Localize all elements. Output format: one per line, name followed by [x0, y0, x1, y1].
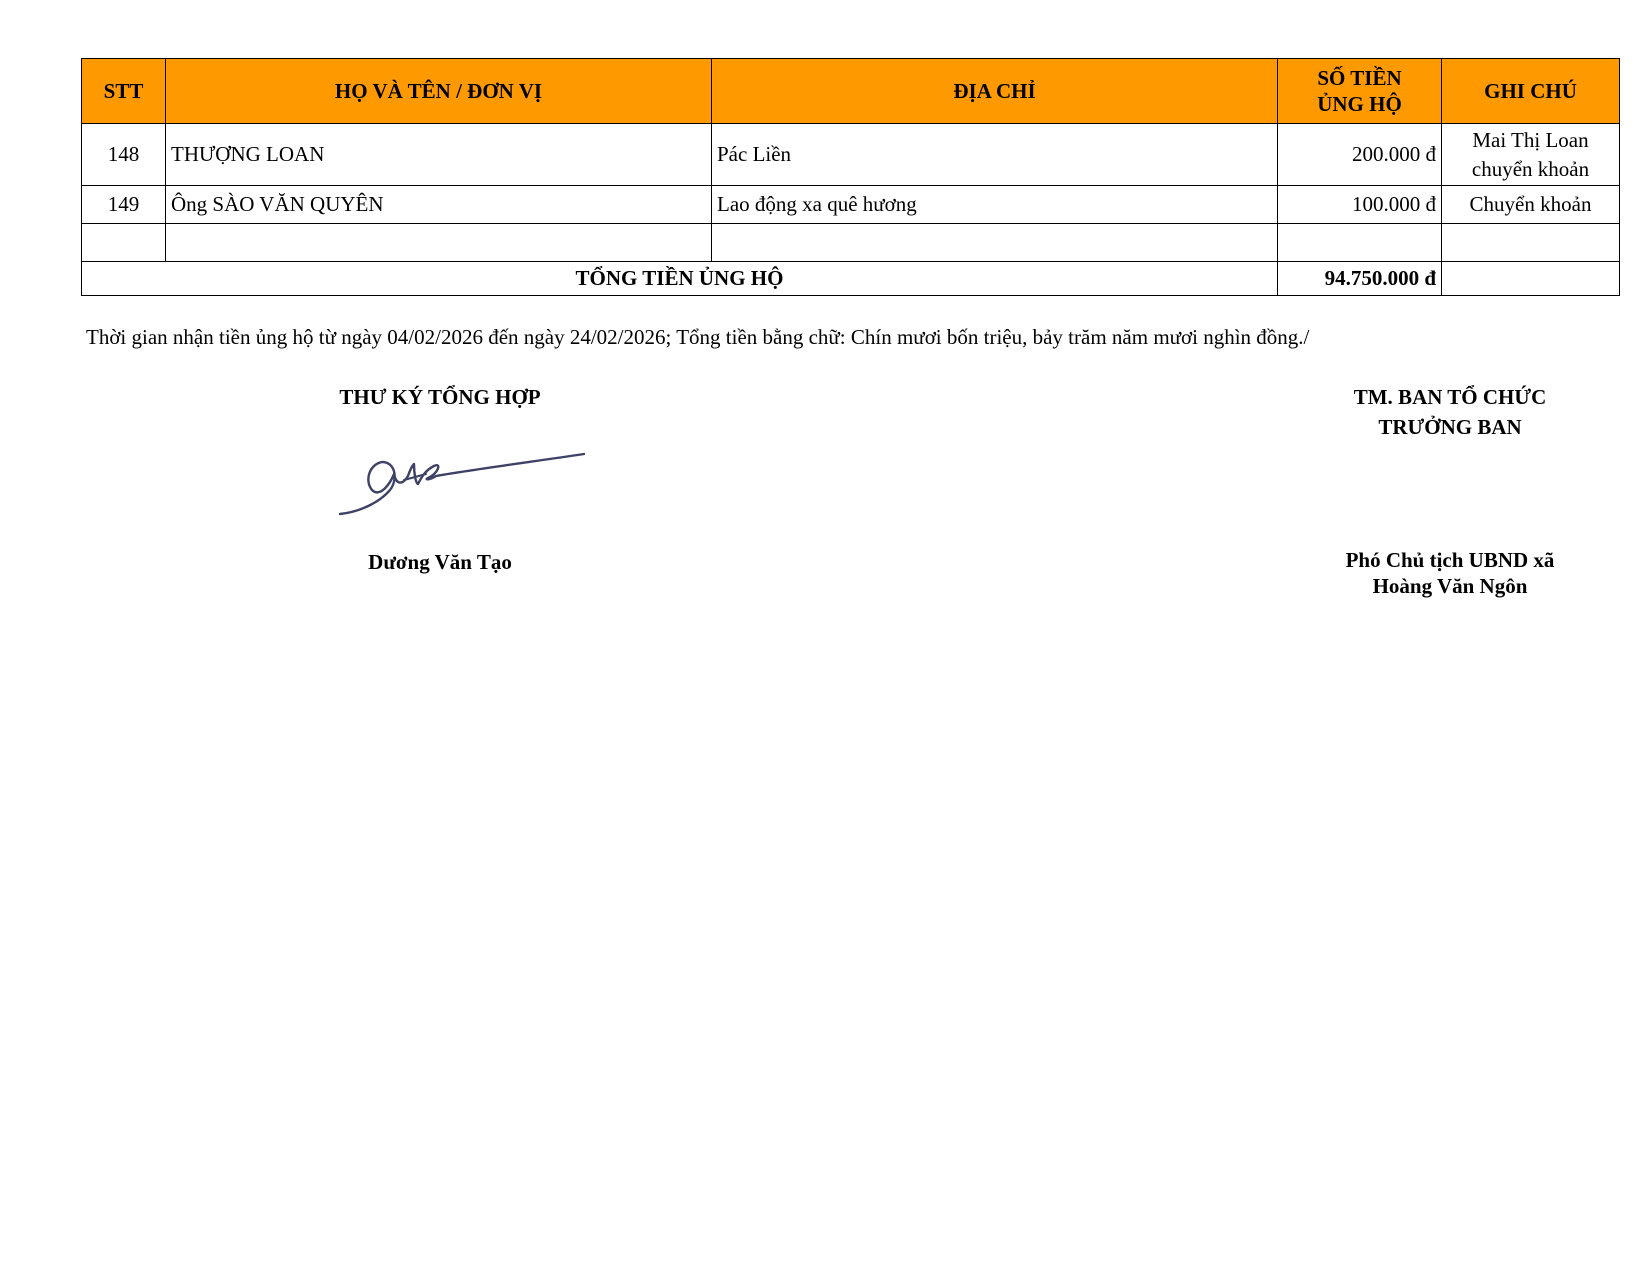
cell-stt: 149 [82, 186, 166, 224]
cell-amount: 200.000 đ [1278, 124, 1442, 186]
cell-address: Pác Liền [712, 124, 1278, 186]
total-note [1442, 262, 1620, 296]
cell-amount: 100.000 đ [1278, 186, 1442, 224]
cell-stt: 148 [82, 124, 166, 186]
table-row [82, 186, 1620, 224]
organizer-name: Hoàng Văn Ngôn [1372, 574, 1528, 598]
handwritten-signature [330, 440, 590, 520]
cell-note: Chuyển khoản [1442, 186, 1620, 224]
donation-table [81, 58, 1620, 296]
cell-name: Ông SÀO VĂN QUYÊN [166, 186, 712, 224]
secretary-title: THƯ KÝ TỔNG HỢP [339, 385, 541, 409]
receipt-period-note: Thời gian nhận tiền ủng hộ từ ngày 04/02/2026 đến ngày 24/02/2026; Tổng tiền bằng chữ: Chín mươi bốn triệu, bảy trăm năm mươi nghìn đồng./ [86, 325, 1310, 349]
header-amount-line2: ỦNG HỘ [1317, 92, 1402, 116]
cell-note-line2: chuyển khoản [1471, 156, 1590, 181]
cell-name: THƯỢNG LOAN [166, 124, 712, 186]
cell-note-line1: Mai Thị Loan [1472, 127, 1589, 152]
header-name: HỌ VÀ TÊN / ĐƠN VỊ [166, 59, 712, 124]
cell-address: Lao động xa quê hương [712, 186, 1278, 224]
organizer-signer [1280, 547, 1620, 599]
header-amount-line1: SỐ TIỀN [1317, 66, 1402, 90]
cell-empty [82, 224, 166, 262]
organizer-title [1300, 382, 1600, 442]
cell-empty [712, 224, 1278, 262]
header-note: GHI CHÚ [1442, 59, 1620, 124]
total-amount: 94.750.000 đ [1278, 262, 1442, 296]
organizer-title-line1: TM. BAN TỔ CHỨC [1353, 385, 1547, 409]
organizer-position: Phó Chủ tịch UBND xã [1345, 548, 1555, 572]
table-row [82, 124, 1620, 186]
header-address: ĐỊA CHỈ [712, 59, 1278, 124]
organizer-title-line2: TRƯỞNG BAN [1378, 415, 1522, 439]
cell-empty [166, 224, 712, 262]
total-label: TỔNG TIỀN ỦNG HỘ [82, 262, 1278, 296]
cell-empty [1278, 224, 1442, 262]
table-row-empty [82, 224, 1620, 262]
header-amount [1278, 59, 1442, 124]
header-stt: STT [82, 59, 166, 124]
secretary-name: Dương Văn Tạo [368, 550, 512, 574]
cell-empty [1442, 224, 1620, 262]
cell-note [1442, 124, 1620, 186]
total-row [82, 262, 1620, 296]
table-header-row [82, 59, 1620, 124]
